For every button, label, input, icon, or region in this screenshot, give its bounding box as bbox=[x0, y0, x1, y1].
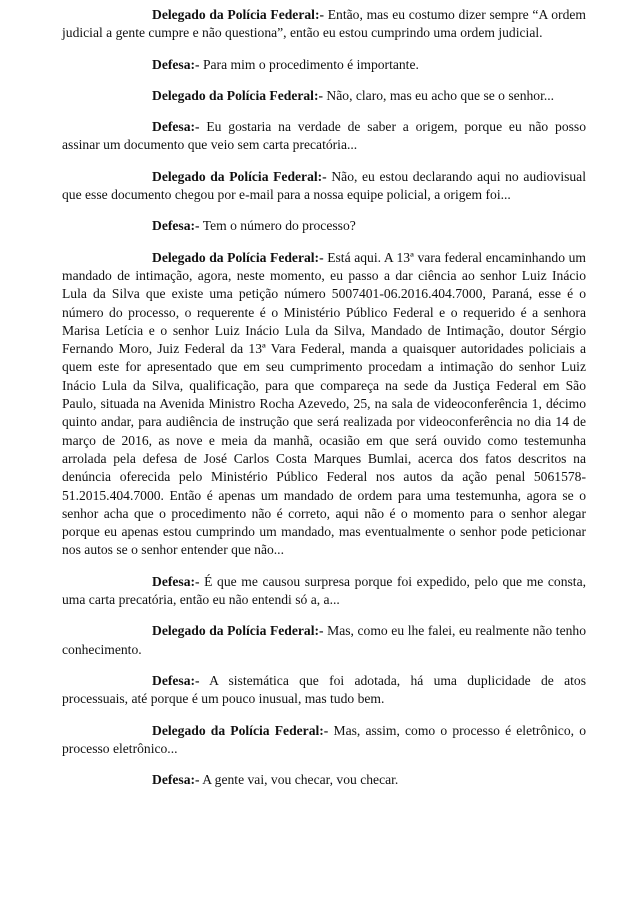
speaker-label: Defesa:- bbox=[152, 573, 200, 589]
transcript-paragraph bbox=[62, 168, 586, 205]
transcript-paragraph bbox=[62, 6, 586, 43]
speech-text: Eu gostaria na verdade de saber a origem, porque eu não posso assinar um documento que veio sem carta precatória... bbox=[62, 119, 586, 153]
transcript-paragraph bbox=[62, 87, 586, 105]
speaker-label: Delegado da Polícia Federal:- bbox=[152, 623, 324, 639]
speech-text: Mas, assim, como o processo é eletrônico, o processo eletrônico... bbox=[62, 722, 586, 756]
transcript-paragraph bbox=[62, 217, 586, 235]
speech-text: Não, eu estou declarando aqui no audiovisual que esse documento chegou por e-mail para a nossa equipe policial, a origem foi... bbox=[62, 168, 586, 203]
speech-text: Não, claro, mas eu acho que se o senhor... bbox=[323, 87, 555, 103]
transcript-paragraph bbox=[62, 573, 586, 610]
transcript-paragraph bbox=[62, 722, 586, 759]
speech-text: Tem o número do processo? bbox=[199, 218, 356, 234]
speech-text: A gente vai, vou checar, vou checar. bbox=[199, 772, 399, 788]
transcript-paragraph bbox=[62, 672, 586, 709]
transcript-paragraph bbox=[62, 622, 586, 659]
speaker-label: Delegado da Polícia Federal:- bbox=[152, 249, 324, 265]
speaker-label: Defesa:- bbox=[152, 218, 200, 234]
speech-text: Para mim o procedimento é importante. bbox=[199, 56, 419, 72]
speech-text: A sistemática que foi adotada, há uma duplicidade de atos processuais, até porque é um pouco inusual, mas tudo bem. bbox=[62, 672, 586, 707]
speech-text: Então, mas eu costumo dizer sempre “A ordem judicial a gente cumpre e não questiona”, então eu estou cumprindo uma ordem judicial. bbox=[62, 7, 586, 41]
speech-text: Está aqui. A 13ª vara federal encaminhando um mandado de intimação, agora, neste momento, eu passo a dar ciência ao senhor Luiz Inácio Lula da Silva que existe uma petição número 5007401-06.2016.404.7000, Paraná, esse é o número do processo, o requerente é o Ministério Público Federal e o requerido é a senhora Marisa Letícia e o senhor Luiz Inácio Lula da Silva, Mandado de Intimação, doutor Sérgio Fernando Moro, Juiz Federal da 13ª Vara Federal, manda a quaisquer autoridades policiais a quem este for apresentado que em seu cumprimento procedam a intimação do senhor Luiz Inácio Lula da Silva, qualificação, para que compareça na sede da Justiça Federal em São Paulo, situada na Avenida Ministro Rocha Azevedo, 25, na sala de videoconferência 1, décimo quinto andar, para audiência de instrução que será realizada por videoconferência no dia 14 de março de 2016, as nove e meia da manhã, ocasião em que será ouvido como testemunha arrolada pela defesa de José Carlos Costa Marques Bumlai, acerca dos fatos descritos na denúncia oferecida pelo Ministério Público Federal nos autos da ação penal 5061578-51.2015.404.7000. Então é apenas um mandado de ordem para uma testemunha, agora se o senhor acha que o procedimento não é correto, aqui não é o momento para o senhor alegar porque eu apenas estou cumprindo um mandado, mas eventualmente o senhor pode peticionar nos autos se o senhor entender que não... bbox=[62, 249, 586, 558]
speaker-label: Delegado da Polícia Federal:- bbox=[152, 87, 324, 103]
speech-text: Mas, como eu lhe falei, eu realmente não tenho conhecimento. bbox=[62, 623, 586, 657]
speaker-label: Defesa:- bbox=[152, 56, 200, 72]
speaker-label: Defesa:- bbox=[152, 672, 200, 688]
speaker-label: Defesa:- bbox=[152, 772, 200, 788]
transcript-paragraph bbox=[62, 56, 586, 74]
transcript-paragraph bbox=[62, 118, 586, 155]
speech-text: É que me causou surpresa porque foi expedido, pelo que me consta, uma carta precatória, então eu não entendi só a, a... bbox=[62, 573, 586, 608]
transcript-page bbox=[62, 6, 586, 802]
speaker-label: Delegado da Polícia Federal:- bbox=[152, 722, 329, 738]
transcript-paragraph bbox=[62, 771, 586, 789]
transcript-paragraph bbox=[62, 249, 586, 560]
speaker-label: Delegado da Polícia Federal:- bbox=[152, 168, 327, 184]
speaker-label: Delegado da Polícia Federal:- bbox=[152, 7, 325, 22]
speaker-label: Defesa:- bbox=[152, 119, 200, 135]
